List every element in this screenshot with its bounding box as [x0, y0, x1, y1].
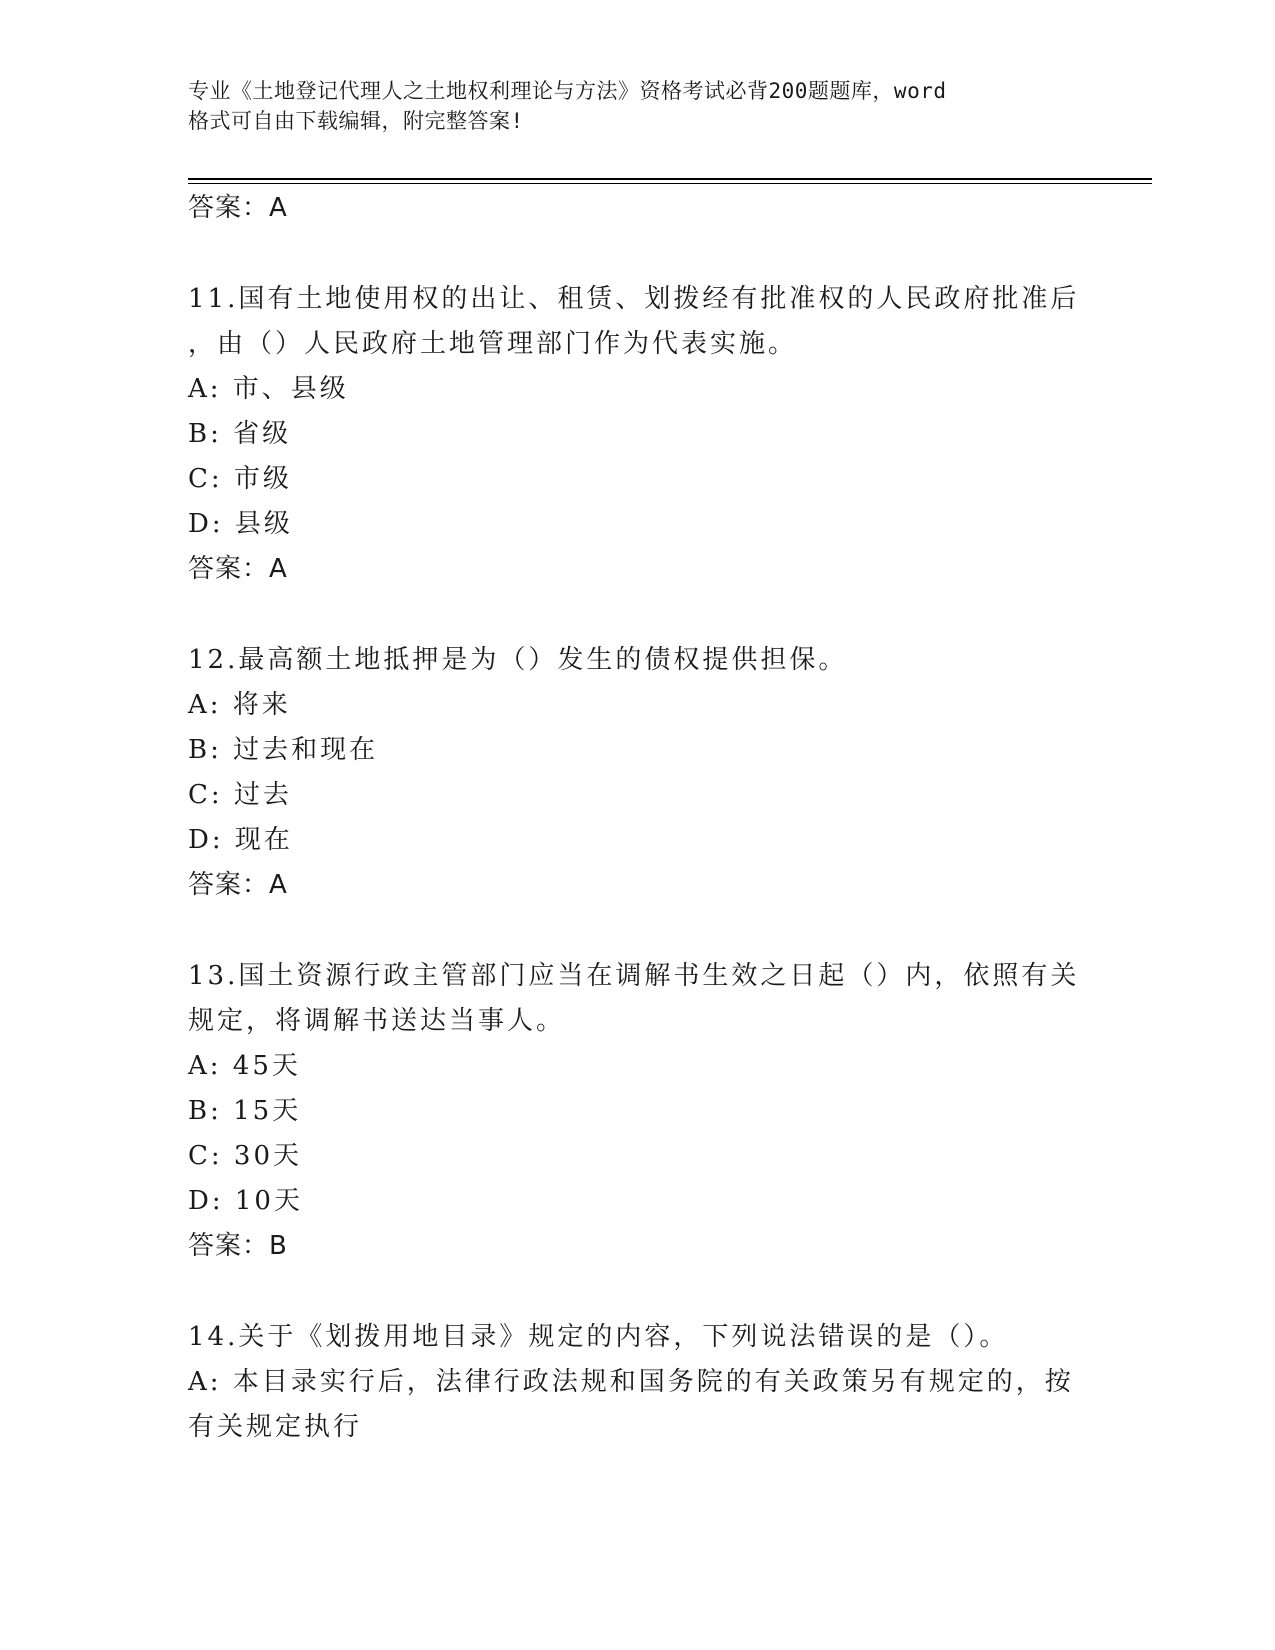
option-a: A: 45天 — [188, 1051, 301, 1081]
spacer — [188, 908, 1088, 954]
spacer — [188, 1269, 1088, 1315]
option-c: C: 过去 — [188, 780, 292, 810]
question-block — [188, 954, 1088, 1269]
spacer — [188, 231, 1088, 277]
question-text: 11.国有土地使用权的出让、租赁、划拨经有批准权的人民政府批准后 — [188, 284, 1080, 314]
header-divider-thin — [188, 183, 1152, 184]
answer-line: 答案：A — [188, 870, 288, 900]
question-text-continued: 规定，将调解书送达当事人。 — [188, 1006, 566, 1036]
question-text: 14.关于《划拨用地目录》规定的内容，下列说法错误的是（）。 — [188, 1322, 1009, 1352]
document-header — [188, 76, 1068, 136]
answer-line: 答案：A — [188, 554, 288, 584]
question-text: 13.国土资源行政主管部门应当在调解书生效之日起（）内，依照有关 — [188, 961, 1080, 991]
question-list — [188, 186, 1088, 1450]
option-d: D: 10天 — [188, 1186, 303, 1216]
option-a: A: 本目录实行后，法律行政法规和国务院的有关政策另有规定的，按 — [188, 1367, 1074, 1397]
question-block — [188, 277, 1088, 592]
question-block — [188, 1315, 1088, 1450]
option-d: D: 现在 — [188, 825, 293, 855]
spacer — [188, 592, 1088, 638]
option-b: B: 省级 — [188, 419, 292, 449]
header-line-1: 专业《土地登记代理人之土地权利理论与方法》资格考试必背200题题库，word — [188, 79, 947, 103]
question-text-continued: ，由（）人民政府土地管理部门作为代表实施。 — [188, 329, 798, 359]
option-c: C: 30天 — [188, 1141, 303, 1171]
option-b: B: 15天 — [188, 1096, 302, 1126]
option-a-continued: 有关规定执行 — [188, 1412, 363, 1442]
option-a: A: 市、县级 — [188, 374, 349, 404]
option-b: B: 过去和现在 — [188, 735, 379, 765]
option-d: D: 县级 — [188, 509, 293, 539]
answer-line: 答案：B — [188, 1231, 288, 1261]
header-divider-thick — [188, 178, 1152, 180]
option-c: C: 市级 — [188, 464, 292, 494]
question-block — [188, 638, 1088, 908]
option-a: A: 将来 — [188, 690, 291, 720]
header-line-2: 格式可自由下载编辑，附完整答案! — [188, 109, 524, 133]
question-text: 12.最高额土地抵押是为（）发生的债权提供担保。 — [188, 645, 848, 675]
answer-line: 答案：A — [188, 193, 288, 223]
